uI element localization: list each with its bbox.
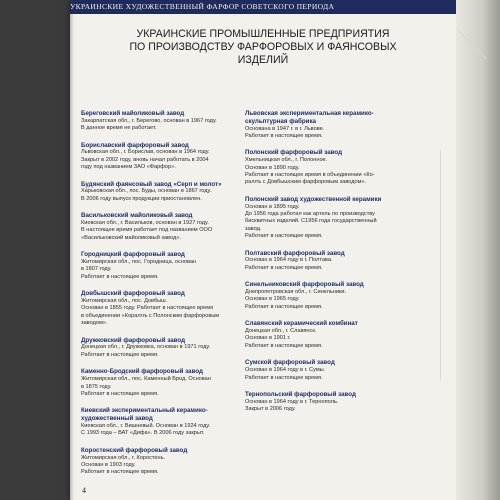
running-header: УКРАИНСКИЕ ХУДОЖЕСТВЕННЫЙ ФАРФОР СОВЕТСКОГО ПЕРИОДА xyxy=(70,2,335,11)
enterprise-detail: «Васильковский майоликовый завод». xyxy=(81,234,181,241)
enterprise-detail: Работает в настоящее время. xyxy=(81,469,159,476)
enterprise-detail: Донецкая обл., г. Дружковка, основан в 1971 году. xyxy=(81,344,211,351)
enterprise-entry xyxy=(81,110,251,133)
enterprise-name: Киевский экспериментальный керамико-художественный завод xyxy=(81,407,208,423)
page-number: 4 xyxy=(82,486,86,495)
enterprise-detail: в 1875 году. xyxy=(81,383,112,390)
enterprise-detail: Работает в настоящее время. xyxy=(245,233,323,240)
enterprise-detail: Основан в 1901 г. xyxy=(245,335,291,342)
enterprise-entry xyxy=(245,149,415,186)
enterprise-detail: Работает в настоящее время. xyxy=(245,342,323,349)
enterprise-detail: В данное время не работает. xyxy=(81,125,157,132)
enterprise-detail: Основан в 1855 году. Работает в настоящее время xyxy=(81,305,214,312)
enterprise-entry xyxy=(81,407,251,437)
enterprise-detail: в 1807 году. xyxy=(81,266,112,273)
enterprise-detail: году под названием ЗАО «Фарфор». xyxy=(81,164,176,171)
enterprise-detail: Основан в 1965 году. xyxy=(245,296,300,303)
enterprise-detail: Житомирская обл., пос. Городница, основан xyxy=(81,259,197,266)
enterprise-detail: Житомирская обл., г. Коростень. xyxy=(81,454,166,461)
enterprise-name: Городницкий фарфоровый завод xyxy=(81,251,185,259)
enterprise-entry xyxy=(81,368,251,398)
enterprise-entry xyxy=(81,447,251,477)
enterprise-detail: Киевская обл., г. Вишневый. Основан в 1924 году. xyxy=(81,422,211,429)
enterprise-entry xyxy=(245,320,415,350)
enterprise-detail: Харьковская обл., пос. Буды, основан в 1867 году. xyxy=(81,188,212,195)
enterprise-detail: заводом». xyxy=(81,320,108,327)
decorative-line xyxy=(440,150,456,380)
running-header-bar xyxy=(70,0,456,14)
enterprise-name: Львовская экспериментальная керамико-скульптурная фабрика xyxy=(245,110,374,125)
title-line-2: ПО ПРОИЗВОДСТВУ ФАРФОРОВЫХ И ФАЯНСОВЫХ xyxy=(129,41,397,54)
enterprise-name: Береговский майоликовый завод xyxy=(81,110,185,117)
enterprise-detail: Работает в настоящее время. xyxy=(245,133,323,139)
enterprise-entry xyxy=(81,337,251,360)
enterprise-name: Полонский фарфоровый завод xyxy=(245,149,343,157)
gutter-shadow xyxy=(70,0,74,500)
enterprise-detail: Житомирская обл., пос. Довбыш. xyxy=(81,298,168,305)
enterprise-detail: Днепропетровская обл., г. Синельники. xyxy=(245,289,347,296)
enterprise-detail: Работает в настоящее время в объединении «Ко- xyxy=(245,172,375,179)
left-column xyxy=(81,110,251,486)
enterprise-name: Полтавский фарфоровый завод xyxy=(245,249,345,257)
enterprise-detail: Работает в настоящее время. xyxy=(81,351,159,358)
enterprise-detail: В 2006 году выпуск продукции приостановлен. xyxy=(81,195,202,202)
enterprise-detail: С 1993 года – ВАТ «Дифа». В 2006 году закрыт. xyxy=(81,430,205,437)
enterprise-detail: До 1956 года работал как артель по производству xyxy=(245,211,375,218)
enterprise-detail: Закрыт в 2006 году. xyxy=(245,406,296,413)
enterprise-entry xyxy=(81,251,251,281)
enterprise-entry xyxy=(245,391,415,414)
enterprise-detail: Работает в настоящее время. xyxy=(245,303,323,310)
enterprise-detail: Киевская обл., г. Васильков, основан в 1927 году. xyxy=(81,220,209,227)
enterprise-detail: Основан в 1964 году в г. Тернополь. xyxy=(245,398,339,405)
title-line-3: ИЗДЕЛИЙ xyxy=(237,54,289,67)
enterprise-name: Синельниковский фарфоровый завод xyxy=(245,281,364,289)
enterprise-detail: Закарпатская обл., г. Берегово, основан в 1967 году. xyxy=(81,117,217,124)
enterprise-detail: Донецкая обл., г. Славянск. xyxy=(245,328,317,335)
right-column xyxy=(245,110,415,423)
enterprise-entry xyxy=(245,110,415,140)
enterprise-detail: Основан в 1964 году в г. Полтава. xyxy=(245,257,333,264)
enterprise-detail: Житомирская обл., пос. Каменный Брод. Основан xyxy=(81,376,211,383)
enterprise-detail: Львовская обл., г. Борислав, основан в 1964 году. xyxy=(81,149,210,156)
next-page-edge xyxy=(456,0,500,500)
enterprise-detail: Работает в настоящее время. xyxy=(245,264,323,271)
page-title xyxy=(70,28,456,68)
enterprise-detail: Закрыт в 2002 году, вновь начал работать в 2004 xyxy=(81,156,209,163)
enterprise-name: Будянский фаянсовый завод «Серп и молот» xyxy=(81,180,222,188)
enterprise-detail: Работает в настоящее время. xyxy=(245,374,323,381)
enterprise-detail: Хмельницкая обл., г. Полонное. xyxy=(245,157,328,164)
enterprise-detail: Работает в настоящее время. xyxy=(81,390,159,397)
enterprise-detail: Основан в 1964 году в г. Сумы. xyxy=(245,367,326,374)
enterprise-detail: раллъ с Довбышским фарфоровым заводом». xyxy=(245,179,367,186)
enterprise-name: Коростенский фарфоровый завод xyxy=(81,446,188,454)
enterprise-detail: Работает в настоящее время. xyxy=(81,273,159,280)
enterprise-entry xyxy=(245,196,415,241)
enterprise-detail: завод. xyxy=(245,225,262,232)
enterprise-detail: В настоящее время работает под названием ООО xyxy=(81,227,213,234)
enterprise-name: Васильковский майоликовый завод xyxy=(81,212,193,220)
book-page xyxy=(70,0,456,500)
enterprise-detail: бисквитных изделий. С1956 года государственный xyxy=(245,218,377,225)
enterprise-name: Дружковский фарфоровый завод xyxy=(81,336,186,344)
enterprise-name: Тернопольский фарфоровый завод xyxy=(245,390,356,398)
enterprise-entry xyxy=(81,212,251,242)
enterprise-name: Довбышский фарфоровый завод xyxy=(81,290,185,298)
enterprise-entry xyxy=(245,281,415,311)
title-line-1: УКРАИНСКИЕ ПРОМЫШЛЕННЫЕ ПРЕДПРИЯТИЯ xyxy=(136,28,390,40)
enterprise-entry xyxy=(81,181,251,204)
enterprise-name: Славянский керамический комбинат xyxy=(245,320,358,328)
enterprise-detail: Основан в 1903 году. xyxy=(81,461,136,468)
enterprise-entry xyxy=(245,250,415,273)
enterprise-name: Каменно-Бродский фарфоровый завод xyxy=(81,368,203,376)
enterprise-detail: в объединении «Кораллъ с Полонским фарфоровым xyxy=(81,312,220,319)
enterprise-entry xyxy=(81,142,251,172)
enterprise-detail: Основан в 1890 году. xyxy=(245,164,300,171)
enterprise-entry xyxy=(81,290,251,327)
enterprise-name: Полонский завод художественной керамики xyxy=(245,195,382,203)
enterprise-name: Сумской фарфоровый завод xyxy=(245,359,335,367)
enterprise-detail: Основан в 1895 году. xyxy=(245,203,300,210)
enterprise-name: Бориславский фарфоровый завод xyxy=(81,141,189,149)
enterprise-entry xyxy=(245,359,415,382)
enterprise-detail: Основана в 1947 г. в г. Львове. xyxy=(245,125,325,132)
